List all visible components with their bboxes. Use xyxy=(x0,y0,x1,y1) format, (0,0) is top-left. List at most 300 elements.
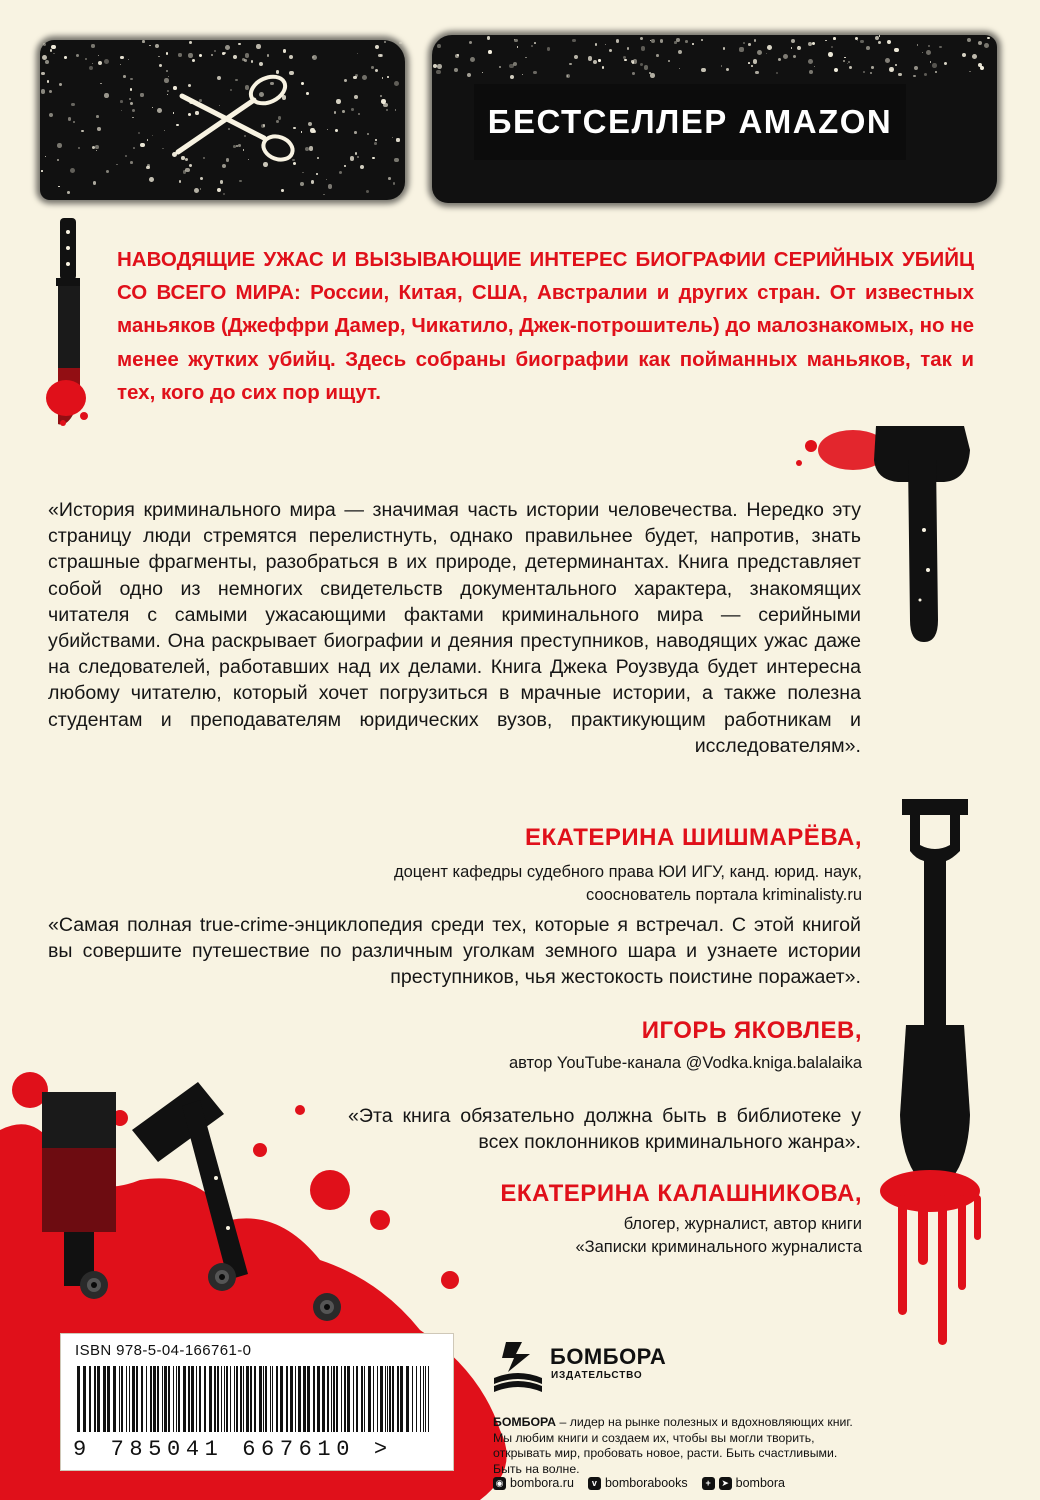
barcode-bar xyxy=(389,1366,391,1432)
barcode-bar xyxy=(119,1366,120,1432)
barcode-bar xyxy=(303,1366,306,1432)
grunge-speck xyxy=(95,145,99,149)
grunge-speck xyxy=(436,70,441,75)
grunge-speck xyxy=(660,39,664,43)
grunge-speck xyxy=(311,180,314,183)
grunge-speck xyxy=(200,177,203,180)
grunge-speck xyxy=(470,57,475,62)
grunge-speck xyxy=(843,60,846,63)
grunge-speck xyxy=(130,102,133,105)
grunge-speck xyxy=(972,54,977,59)
barcode-bar xyxy=(254,1366,256,1432)
review-role-3-line2: «Записки криминального журналиста xyxy=(575,1238,862,1256)
grunge-speck xyxy=(879,35,880,36)
bullet-hole-icon xyxy=(77,1268,111,1302)
grunge-speck xyxy=(188,53,192,57)
grunge-speck xyxy=(335,129,338,132)
grunge-speck xyxy=(85,58,87,60)
grunge-speck xyxy=(924,73,927,76)
grunge-speck xyxy=(791,47,792,48)
blood-splatter xyxy=(796,460,802,466)
grunge-speck xyxy=(354,131,357,134)
grunge-speck xyxy=(263,162,268,167)
barcode-bar xyxy=(77,1366,80,1432)
blood-splatter xyxy=(60,420,66,426)
grunge-speck xyxy=(487,36,491,40)
grunge-speck xyxy=(848,61,850,63)
grunge-speck xyxy=(53,53,55,55)
grunge-speck xyxy=(120,56,123,59)
grunge-speck xyxy=(384,41,386,43)
grunge-speck xyxy=(887,40,891,44)
grunge-speck xyxy=(155,44,159,48)
grunge-speck xyxy=(399,42,401,44)
grunge-speck xyxy=(164,78,169,83)
barcode-bar xyxy=(230,1366,231,1432)
grunge-speck xyxy=(499,66,501,68)
barcode-bar xyxy=(136,1366,138,1432)
barcode-bar xyxy=(132,1366,135,1432)
barcode-bar xyxy=(224,1366,225,1432)
grunge-speck xyxy=(339,171,342,174)
grunge-speck xyxy=(251,60,253,62)
grunge-speck xyxy=(650,73,655,78)
barcode-bar xyxy=(204,1366,206,1432)
barcode-bar xyxy=(221,1366,222,1432)
grunge-speck xyxy=(93,181,97,185)
cleaver-icon xyxy=(38,1088,120,1288)
grunge-speck xyxy=(236,145,238,147)
grunge-speck xyxy=(668,60,670,62)
barcode-bar xyxy=(196,1366,197,1432)
social-link[interactable] xyxy=(702,1476,785,1490)
grunge-speck xyxy=(834,68,838,72)
barcode-bar xyxy=(236,1366,238,1432)
barcode-bar xyxy=(333,1366,335,1432)
review-quote-3: «Эта книга обязательно должна быть в библиотеке у всех поклонников криминального жанра». xyxy=(348,1105,861,1154)
grunge-speck xyxy=(898,73,902,77)
grunge-speck xyxy=(692,43,694,45)
barcode-bar xyxy=(246,1366,249,1432)
headline-caps: НАВОДЯЩИЕ УЖАС И ВЫЗЫВАЮЩИЕ ИНТЕРЕС БИОГРАФИИ СЕРИЙНЫХ УБИЙЦ СО ВСЕГО МИРА: xyxy=(117,248,974,305)
barcode-bar xyxy=(103,1366,106,1432)
grunge-speck xyxy=(120,100,123,103)
grunge-speck xyxy=(870,72,873,75)
grunge-speck xyxy=(928,45,929,46)
grunge-speck xyxy=(885,58,890,63)
barcode-bar xyxy=(183,1366,186,1432)
grunge-speck xyxy=(185,158,188,161)
barcode-bar xyxy=(178,1366,180,1432)
grunge-speck xyxy=(189,41,192,44)
grunge-speck xyxy=(100,83,102,85)
grunge-speck xyxy=(178,53,181,56)
grunge-speck xyxy=(128,59,129,60)
grunge-speck xyxy=(41,72,45,76)
grunge-speck xyxy=(743,42,745,44)
social-link-label: bombora xyxy=(735,1476,785,1490)
grunge-speck xyxy=(157,108,162,113)
grunge-speck xyxy=(281,189,284,192)
grunge-speck xyxy=(125,155,127,157)
grunge-speck xyxy=(849,66,852,69)
grunge-speck xyxy=(182,146,184,148)
grunge-speck xyxy=(123,75,126,78)
isbn-text: ISBN 978-5-04-166761-0 xyxy=(75,1342,252,1359)
grunge-speck xyxy=(676,38,680,42)
grunge-speck xyxy=(678,50,682,54)
grunge-speck xyxy=(106,170,109,173)
grunge-speck xyxy=(833,37,836,40)
grunge-speck xyxy=(978,41,982,45)
review-role-1 xyxy=(394,834,862,907)
grunge-speck xyxy=(289,71,293,75)
grunge-speck xyxy=(396,138,399,141)
grunge-speck xyxy=(67,191,70,194)
review-quote-2: «Самая полная true-crime-энциклопедия среди тех, которые я встречал. С этой книгой вы совершите путешествие по различным уголкам земного шара и узнаете истории преступников, чья жестокость поистине поражает». xyxy=(48,914,861,989)
grunge-speck xyxy=(631,60,634,63)
grunge-speck xyxy=(189,99,193,103)
barcode-bar xyxy=(126,1366,127,1432)
grunge-speck xyxy=(243,149,244,150)
grunge-speck xyxy=(488,50,492,54)
grunge-speck xyxy=(640,63,643,66)
grunge-speck xyxy=(809,70,813,74)
grunge-speck xyxy=(814,66,815,67)
grunge-speck xyxy=(238,144,241,147)
grunge-speck xyxy=(179,180,181,182)
grunge-speck xyxy=(181,156,185,160)
review-role-2: автор YouTube-канала @Vodka.kniga.balalaika xyxy=(508,1054,862,1072)
barcode-bar xyxy=(385,1366,386,1432)
barcode-bar xyxy=(129,1366,130,1432)
grunge-speck xyxy=(627,47,629,49)
grunge-speck xyxy=(104,93,108,97)
barcode-bar xyxy=(83,1366,86,1432)
grunge-speck xyxy=(894,48,899,53)
grunge-speck xyxy=(92,146,95,149)
grunge-speck xyxy=(825,40,827,42)
barcode-bar xyxy=(428,1366,429,1432)
grunge-speck xyxy=(375,69,379,73)
barcode-block xyxy=(60,1333,454,1471)
grunge-speck xyxy=(987,37,990,40)
grunge-speck xyxy=(969,71,971,73)
grunge-speck xyxy=(793,55,796,58)
grunge-speck xyxy=(514,39,518,43)
grunge-speck xyxy=(776,72,778,74)
grunge-speck xyxy=(130,88,133,91)
review-author-2: ИГОРЬ ЯКОВЛЕВ, xyxy=(641,1017,862,1044)
barcode-bar xyxy=(353,1366,354,1432)
grunge-speck xyxy=(362,75,367,80)
grunge-speck xyxy=(701,39,703,41)
grunge-speck xyxy=(723,47,726,50)
grunge-speck xyxy=(593,60,597,64)
vk-link[interactable] xyxy=(588,1476,688,1490)
grunge-speck xyxy=(525,57,526,58)
grunge-speck xyxy=(68,117,72,121)
grunge-speck xyxy=(767,45,772,50)
barcode-bar xyxy=(157,1366,159,1432)
review-role-3 xyxy=(575,1213,862,1259)
barcode-bar xyxy=(373,1366,374,1432)
grunge-speck xyxy=(748,62,750,64)
review-author-3: ЕКАТЕРИНА КАЛАШНИКОВА, xyxy=(500,1180,862,1207)
grunge-speck xyxy=(78,147,80,149)
grunge-speck xyxy=(49,113,53,117)
grunge-speck xyxy=(45,156,47,158)
grunge-speck xyxy=(92,63,93,64)
grunge-speck xyxy=(203,157,204,158)
grunge-speck xyxy=(146,166,149,169)
grunge-speck xyxy=(572,39,576,43)
review-quote-1: «История криминального мира — значимая часть истории человечества. Нередко эту страницу люди стремятся перелистнуть, однако правильнее будет, напротив, знать страшные фрагменты, разобраться в их природе, детерминантах. Книга представляет собой одно из немногих свидетельств документального характера, знакомящих читателя с самыми ужасающими фактами криминального мира — серийными убийствами. Она раскрывает биографии и деяния преступников, наводящих ужас даже на следователей, работавших над их делами. Книга Джека Роузвуда будет интересна любому читателю, который хочет погрузиться в мрачные истории, а также полезна студентам и преподавателям юридических вузов, практикующим работникам и исследователям». xyxy=(48,499,861,757)
grunge-speck xyxy=(41,170,43,172)
grunge-speck xyxy=(351,108,354,111)
website-link[interactable] xyxy=(493,1476,574,1490)
barcode-bar xyxy=(94,1366,96,1432)
grunge-speck xyxy=(616,39,619,42)
grunge-speck xyxy=(395,109,397,111)
grunge-speck xyxy=(233,55,237,59)
grunge-speck xyxy=(566,74,570,78)
grunge-speck xyxy=(336,99,340,103)
barcode-icon xyxy=(75,1366,437,1432)
blood-drip xyxy=(958,1195,966,1290)
grunge-speck xyxy=(367,133,369,135)
barcode-bar xyxy=(406,1366,409,1432)
publisher-subtitle: ИЗДАТЕЛЬСТВО xyxy=(551,1370,643,1381)
grunge-speck xyxy=(188,146,189,147)
grunge-speck xyxy=(967,38,971,42)
barcode-bar xyxy=(416,1366,417,1432)
grunge-speck xyxy=(45,60,49,64)
barcode-bar xyxy=(327,1366,329,1432)
barcode-bar xyxy=(243,1366,244,1432)
axe-icon xyxy=(868,420,978,645)
grunge-speck xyxy=(926,50,931,55)
grunge-speck xyxy=(935,71,937,73)
grunge-speck xyxy=(49,90,52,93)
grunge-speck xyxy=(871,66,874,69)
grunge-banner-left xyxy=(40,40,405,200)
barcode-bar xyxy=(234,1366,235,1432)
grunge-speck xyxy=(81,130,84,133)
grunge-speck xyxy=(73,121,76,124)
grunge-speck xyxy=(89,66,93,70)
grunge-speck xyxy=(194,188,199,193)
grunge-speck xyxy=(98,55,99,56)
grunge-speck xyxy=(932,63,937,68)
grunge-speck xyxy=(609,49,612,52)
barcode-bar xyxy=(280,1366,283,1432)
grunge-speck xyxy=(922,52,923,53)
grunge-speck xyxy=(309,146,313,150)
barcode-bar xyxy=(121,1366,123,1432)
grunge-speck xyxy=(375,139,377,141)
grunge-speck xyxy=(283,49,287,53)
grunge-speck xyxy=(372,157,375,160)
grunge-speck xyxy=(386,109,388,111)
grunge-speck xyxy=(51,45,55,49)
grunge-speck xyxy=(214,50,216,52)
grunge-speck xyxy=(172,152,177,157)
grunge-speck xyxy=(701,68,706,73)
grunge-speck xyxy=(726,68,729,71)
headline-text xyxy=(117,243,974,409)
grunge-speck xyxy=(342,110,345,113)
grunge-speck xyxy=(831,46,833,48)
grunge-speck xyxy=(766,53,767,54)
grunge-speck xyxy=(192,59,195,62)
grunge-speck xyxy=(755,71,759,75)
grunge-speck xyxy=(357,53,358,54)
grunge-speck xyxy=(388,177,391,180)
grunge-speck xyxy=(267,54,269,56)
shovel-icon xyxy=(880,795,990,1195)
grunge-speck xyxy=(238,43,241,46)
grunge-speck xyxy=(721,65,722,66)
grunge-speck xyxy=(159,64,162,67)
grunge-speck xyxy=(96,150,97,151)
barcode-bar xyxy=(263,1366,264,1432)
grunge-speck xyxy=(226,158,229,161)
barcode-bar xyxy=(191,1366,194,1432)
grunge-speck xyxy=(50,49,52,51)
grunge-speck xyxy=(116,164,117,165)
barcode-bar xyxy=(209,1366,212,1432)
barcode-bar xyxy=(226,1366,228,1432)
publisher-links xyxy=(493,1476,785,1490)
barcode-bar xyxy=(397,1366,399,1432)
barcode-bar xyxy=(97,1366,100,1432)
grunge-speck xyxy=(685,40,688,43)
barcode-bar xyxy=(113,1366,116,1432)
grunge-speck xyxy=(984,43,989,48)
barcode-bar xyxy=(361,1366,363,1432)
barcode-bar xyxy=(295,1366,296,1432)
grunge-speck xyxy=(574,55,578,59)
grunge-speck xyxy=(588,56,593,61)
grunge-speck xyxy=(783,54,788,59)
grunge-speck xyxy=(753,59,758,64)
grunge-speck xyxy=(392,137,393,138)
grunge-speck xyxy=(847,63,848,64)
grunge-speck xyxy=(130,161,133,164)
grunge-speck xyxy=(640,37,643,40)
grunge-speck xyxy=(455,54,459,58)
grunge-speck xyxy=(173,112,174,113)
grunge-speck xyxy=(534,42,536,44)
publisher-name: БОМБОРА xyxy=(550,1344,667,1369)
globe-icon: ◉ xyxy=(493,1477,506,1490)
grunge-speck xyxy=(217,76,221,80)
grunge-speck xyxy=(624,59,626,61)
grunge-speck xyxy=(944,62,947,65)
grunge-speck xyxy=(598,59,600,61)
barcode-bar xyxy=(146,1366,147,1432)
grunge-speck xyxy=(149,177,154,182)
review-role-1-line1: доцент кафедры судебного права ЮИ ИГУ, канд. юрид. наук, xyxy=(393,863,862,881)
grunge-speck xyxy=(656,54,659,57)
barcode-bar xyxy=(356,1366,358,1432)
grunge-speck xyxy=(751,65,753,67)
grunge-speck xyxy=(200,188,201,189)
grunge-speck xyxy=(223,193,225,195)
grunge-speck xyxy=(778,58,781,61)
barcode-bar xyxy=(199,1366,201,1432)
grunge-speck xyxy=(220,180,224,184)
grunge-speck xyxy=(57,143,62,148)
grunge-speck xyxy=(344,79,347,82)
grunge-speck xyxy=(344,165,345,166)
grunge-speck xyxy=(230,89,232,91)
grunge-speck xyxy=(308,122,312,126)
barcode-bar xyxy=(387,1366,388,1432)
grunge-speck xyxy=(748,43,751,46)
barcode-bar xyxy=(153,1366,156,1432)
grunge-speck xyxy=(547,47,550,50)
headline-rest: России, Китая, США, Австралии и других стран. От известных маньяков (Джеффри Дамер, Чикатило, Джек-потрошитель) до малознакомых, но не менее жутких убийц. Здесь собраны биографии как пойманных маньяков, так и тех, кого до сих пор ищут. xyxy=(117,281,975,404)
grunge-speck xyxy=(76,54,79,57)
grunge-speck xyxy=(358,113,360,115)
grunge-speck xyxy=(739,47,743,51)
grunge-speck xyxy=(334,111,336,113)
grunge-speck xyxy=(326,179,328,181)
grunge-speck xyxy=(132,109,135,112)
barcode-bar xyxy=(272,1366,273,1432)
grunge-speck xyxy=(140,93,143,96)
grunge-speck xyxy=(211,54,213,56)
vk-icon: v xyxy=(588,1477,601,1490)
grunge-speck xyxy=(256,44,260,48)
grunge-speck xyxy=(812,42,815,45)
barcode-bar xyxy=(150,1366,152,1432)
grunge-speck xyxy=(293,162,296,165)
barcode-bar xyxy=(286,1366,288,1432)
grunge-speck xyxy=(276,70,280,74)
barcode-bar xyxy=(423,1366,424,1432)
grunge-speck xyxy=(383,103,387,107)
barcode-bar xyxy=(107,1366,110,1432)
grunge-speck xyxy=(235,79,238,82)
grunge-speck xyxy=(679,68,680,69)
grunge-speck xyxy=(58,186,60,188)
barcode-bar xyxy=(259,1366,262,1432)
grunge-speck xyxy=(97,127,101,131)
grunge-speck xyxy=(301,131,303,133)
grunge-speck xyxy=(378,54,382,58)
grunge-speck xyxy=(71,103,74,106)
grunge-speck xyxy=(522,74,523,75)
vk-link-label: bomborabooks xyxy=(604,1476,688,1490)
grunge-speck xyxy=(602,66,605,69)
grunge-speck xyxy=(437,44,441,48)
barcode-bar xyxy=(298,1366,301,1432)
grunge-speck xyxy=(857,40,858,41)
grunge-speck xyxy=(844,57,845,58)
grunge-speck xyxy=(860,40,864,44)
grunge-speck xyxy=(641,46,646,51)
bullet-hole-icon xyxy=(310,1290,344,1324)
barcode-bar xyxy=(336,1366,338,1432)
barcode-bar xyxy=(164,1366,167,1432)
barcode-bar xyxy=(240,1366,242,1432)
grunge-speck xyxy=(482,72,483,73)
review-role-3-line1: блогер, журналист, автор книги xyxy=(623,1215,862,1233)
grunge-speck xyxy=(878,41,881,44)
